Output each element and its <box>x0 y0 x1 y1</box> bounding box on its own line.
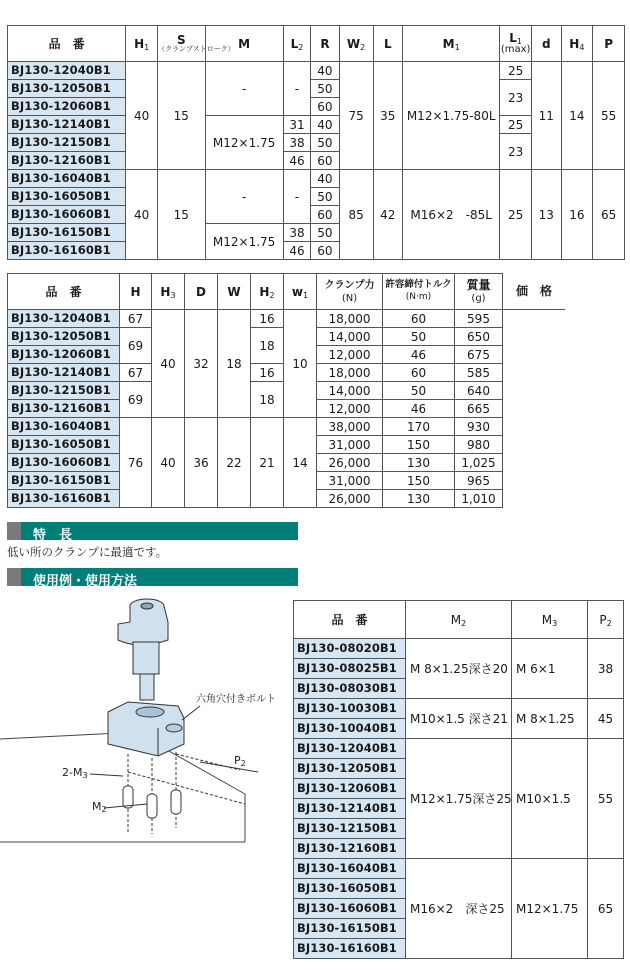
force-value: 12,000 <box>317 346 383 364</box>
r-value: 40 <box>311 170 340 188</box>
l2-value: - <box>283 62 310 116</box>
part-number: BJ130-10030B1 <box>294 699 406 719</box>
m1-value: M12×1.75-80L <box>403 62 500 170</box>
m2-value: M12×1.75深さ25 <box>406 739 512 859</box>
header-torque: 許容締付トルク (N·m) <box>383 274 455 310</box>
header-w2: W2 <box>339 26 373 62</box>
l1-value: 23 <box>500 134 532 170</box>
m3-value: M12×1.75 <box>512 859 588 959</box>
part-number: BJ130-12040B1 <box>8 62 126 80</box>
l2-value: 38 <box>283 224 310 242</box>
w1-value: 14 <box>284 418 317 508</box>
part-number: BJ130-12150B1 <box>8 382 120 400</box>
torque-value: 170 <box>383 418 455 436</box>
l1-value: 25 <box>500 62 532 80</box>
header-clamp-force: クランプ力 (N) <box>317 274 383 310</box>
h1-value: 40 <box>126 62 158 170</box>
usage-title: 使用例・使用方法 <box>33 574 138 589</box>
h-value: 67 <box>120 364 152 382</box>
torque-value: 130 <box>383 454 455 472</box>
part-number: BJ130-12060B1 <box>8 346 120 364</box>
table-header-row <box>8 274 566 310</box>
table-row <box>294 639 624 659</box>
torque-value: 150 <box>383 436 455 454</box>
mass-value: 675 <box>455 346 503 364</box>
force-value: 18,000 <box>317 310 383 328</box>
table-row <box>294 859 624 879</box>
header-h3: H3 <box>152 274 185 310</box>
table-row <box>8 170 625 188</box>
header-h: H <box>120 274 152 310</box>
part-number: BJ130-12050B1 <box>8 80 126 98</box>
p2-value: 65 <box>588 859 624 959</box>
part-number: BJ130-12060B1 <box>294 779 406 799</box>
bolt-label: 六角穴付きボルト <box>196 694 276 705</box>
d-value: 13 <box>531 170 561 260</box>
h-value: 67 <box>120 310 152 328</box>
header-p: P <box>593 26 625 62</box>
r-value: 60 <box>311 152 340 170</box>
p2-value: 55 <box>588 739 624 859</box>
header-p2: P2 <box>588 601 624 639</box>
part-number: BJ130-16060B1 <box>8 206 126 224</box>
mass-value: 595 <box>455 310 503 328</box>
table-row <box>8 310 566 328</box>
clamp-head <box>118 599 168 645</box>
mass-value: 930 <box>455 418 503 436</box>
m2-value: M 8×1.25深さ20 <box>406 639 512 699</box>
l2-value: 31 <box>283 116 310 134</box>
r-value: 60 <box>311 242 340 260</box>
w2-value: 75 <box>339 62 373 170</box>
r-value: 40 <box>311 62 340 80</box>
h2-value: 16 <box>251 364 284 382</box>
force-value: 12,000 <box>317 400 383 418</box>
p2-value: 38 <box>588 639 624 699</box>
mass-value: 665 <box>455 400 503 418</box>
torque-value: 46 <box>383 346 455 364</box>
h2-value: 21 <box>251 418 284 508</box>
table-row <box>8 62 625 80</box>
m3-value: M 8×1.25 <box>512 699 588 739</box>
p-value: 65 <box>593 170 625 260</box>
spec-table-2 <box>7 273 565 508</box>
part-number: BJ130-08025B1 <box>294 659 406 679</box>
part-number: BJ130-10040B1 <box>294 719 406 739</box>
part-number: BJ130-12140B1 <box>8 116 126 134</box>
features-text: 低い所のクランプに最適です。 <box>7 545 168 559</box>
header-part-number: 品 番 <box>294 601 406 639</box>
part-number: BJ130-16050B1 <box>8 188 126 206</box>
part-number: BJ130-12160B1 <box>8 152 126 170</box>
h4-value: 14 <box>561 62 593 170</box>
table-header-row <box>294 601 624 639</box>
table-row <box>8 418 566 436</box>
h2-value: 18 <box>251 382 284 418</box>
part-number: BJ130-12140B1 <box>8 364 120 382</box>
h2-value: 18 <box>251 328 284 364</box>
features-title: 特 長 <box>33 528 73 543</box>
part-number: BJ130-16040B1 <box>8 170 126 188</box>
part-number: BJ130-16050B1 <box>294 879 406 899</box>
l2-value: 46 <box>283 152 310 170</box>
torque-value: 50 <box>383 382 455 400</box>
part-number: BJ130-16160B1 <box>294 939 406 959</box>
part-number: BJ130-16040B1 <box>8 418 120 436</box>
table-header-row <box>8 26 625 62</box>
header-m3: M3 <box>512 601 588 639</box>
header-m: M <box>205 26 283 62</box>
m-value: M12×1.75 <box>205 224 283 260</box>
part-number: BJ130-16150B1 <box>294 919 406 939</box>
bolt-leader <box>182 706 200 720</box>
d-value: 11 <box>531 62 561 170</box>
d-value: 32 <box>185 310 218 418</box>
part-number: BJ130-16060B1 <box>8 454 120 472</box>
usage-section-bar <box>7 568 298 589</box>
header-d: d <box>531 26 561 62</box>
header-mass: 質量 (g) <box>455 274 503 310</box>
header-h4: H4 <box>561 26 593 62</box>
part-number: BJ130-12060B1 <box>8 98 126 116</box>
h4-value: 16 <box>561 170 593 260</box>
force-value: 31,000 <box>317 436 383 454</box>
p-value: 55 <box>593 62 625 170</box>
r-value: 50 <box>311 188 340 206</box>
part-number: BJ130-16150B1 <box>8 472 120 490</box>
force-value: 38,000 <box>317 418 383 436</box>
w2-value: 85 <box>339 170 373 260</box>
h-value: 76 <box>120 418 152 508</box>
features-section-bar <box>7 522 298 543</box>
m2-value: M10×1.5 深さ21 <box>406 699 512 739</box>
header-d: D <box>185 274 218 310</box>
p2-value: 45 <box>588 699 624 739</box>
usage-diagram <box>0 594 292 894</box>
header-w1: w1 <box>284 274 317 310</box>
h3-value: 40 <box>152 310 185 418</box>
w-value: 22 <box>218 418 251 508</box>
l-value: 35 <box>373 62 403 170</box>
header-part-number: 品 番 <box>8 26 126 62</box>
part-number: BJ130-16160B1 <box>8 490 120 508</box>
m2-label: M2 <box>92 800 107 814</box>
torque-value: 50 <box>383 328 455 346</box>
l1-value: 23 <box>500 80 532 116</box>
header-r: R <box>311 26 340 62</box>
torque-value: 60 <box>383 310 455 328</box>
s-value: 15 <box>158 62 206 170</box>
part-number: BJ130-12160B1 <box>8 400 120 418</box>
torque-value: 60 <box>383 364 455 382</box>
mounting-table <box>293 600 624 959</box>
w-value: 18 <box>218 310 251 418</box>
part-number: BJ130-16060B1 <box>294 899 406 919</box>
header-m2: M2 <box>406 601 512 639</box>
part-number: BJ130-12150B1 <box>294 819 406 839</box>
w1-value: 10 <box>284 310 317 418</box>
m3-value: M10×1.5 <box>512 739 588 859</box>
torque-value: 150 <box>383 472 455 490</box>
mass-value: 1,010 <box>455 490 503 508</box>
h-value: 69 <box>120 328 152 364</box>
part-number: BJ130-12140B1 <box>294 799 406 819</box>
header-w: W <box>218 274 251 310</box>
table-row <box>294 699 624 719</box>
d-value: 36 <box>185 418 218 508</box>
r-value: 50 <box>311 80 340 98</box>
part-number: BJ130-12040B1 <box>294 739 406 759</box>
part-number: BJ130-16160B1 <box>8 242 126 260</box>
l2-value: 38 <box>283 134 310 152</box>
r-value: 50 <box>311 134 340 152</box>
force-value: 14,000 <box>317 382 383 400</box>
l1-value: 25 <box>500 116 532 134</box>
part-number: BJ130-12150B1 <box>8 134 126 152</box>
header-l1: L1 (max) <box>500 26 532 62</box>
mass-value: 640 <box>455 382 503 400</box>
r-value: 50 <box>311 224 340 242</box>
h3-value: 40 <box>152 418 185 508</box>
r-value: 60 <box>311 98 340 116</box>
header-s: S （クランプストローク） <box>158 26 206 62</box>
torque-value: 46 <box>383 400 455 418</box>
m-value: - <box>205 62 283 116</box>
torque-value: 130 <box>383 490 455 508</box>
force-value: 18,000 <box>317 364 383 382</box>
h2-value: 16 <box>251 310 284 328</box>
part-number: BJ130-12050B1 <box>294 759 406 779</box>
l-value: 42 <box>373 170 403 260</box>
r-value: 40 <box>311 116 340 134</box>
mass-value: 1,025 <box>455 454 503 472</box>
spec-table-1 <box>7 25 625 260</box>
header-h1: H1 <box>126 26 158 62</box>
force-value: 26,000 <box>317 454 383 472</box>
m1-value: M16×2 -85L <box>403 170 500 260</box>
force-value: 31,000 <box>317 472 383 490</box>
force-value: 14,000 <box>317 328 383 346</box>
mass-value: 965 <box>455 472 503 490</box>
part-number: BJ130-16150B1 <box>8 224 126 242</box>
header-h2: H2 <box>251 274 284 310</box>
p2-label: P2 <box>234 754 246 768</box>
mass-value: 585 <box>455 364 503 382</box>
m3-value: M 6×1 <box>512 639 588 699</box>
force-value: 26,000 <box>317 490 383 508</box>
part-number: BJ130-12050B1 <box>8 328 120 346</box>
header-l: L <box>373 26 403 62</box>
h1-value: 40 <box>126 170 158 260</box>
m-value: M12×1.75 <box>205 116 283 170</box>
r-value: 60 <box>311 206 340 224</box>
s-value: 15 <box>158 170 206 260</box>
part-number: BJ130-08030B1 <box>294 679 406 699</box>
part-number: BJ130-08020B1 <box>294 639 406 659</box>
part-number: BJ130-16040B1 <box>294 859 406 879</box>
table-row <box>294 739 624 759</box>
part-number: BJ130-12040B1 <box>8 310 120 328</box>
section-marker <box>7 522 21 540</box>
h-value: 69 <box>120 382 152 418</box>
header-l2: L2 <box>283 26 310 62</box>
part-number: BJ130-16050B1 <box>8 436 120 454</box>
part-number: BJ130-12160B1 <box>294 839 406 859</box>
m2-value: M16×2 深さ25 <box>406 859 512 959</box>
section-marker <box>7 568 21 586</box>
mass-value: 980 <box>455 436 503 454</box>
m3-label: 2-M3 <box>62 766 88 780</box>
header-price: 価 格 <box>503 274 566 310</box>
l2-value: - <box>283 170 310 224</box>
m-value: - <box>205 170 283 224</box>
header-m1: M1 <box>403 26 500 62</box>
header-part-number: 品 番 <box>8 274 120 310</box>
mass-value: 650 <box>455 328 503 346</box>
l1-value: 25 <box>500 170 532 260</box>
l2-value: 46 <box>283 242 310 260</box>
clamp-shaft <box>133 642 159 700</box>
